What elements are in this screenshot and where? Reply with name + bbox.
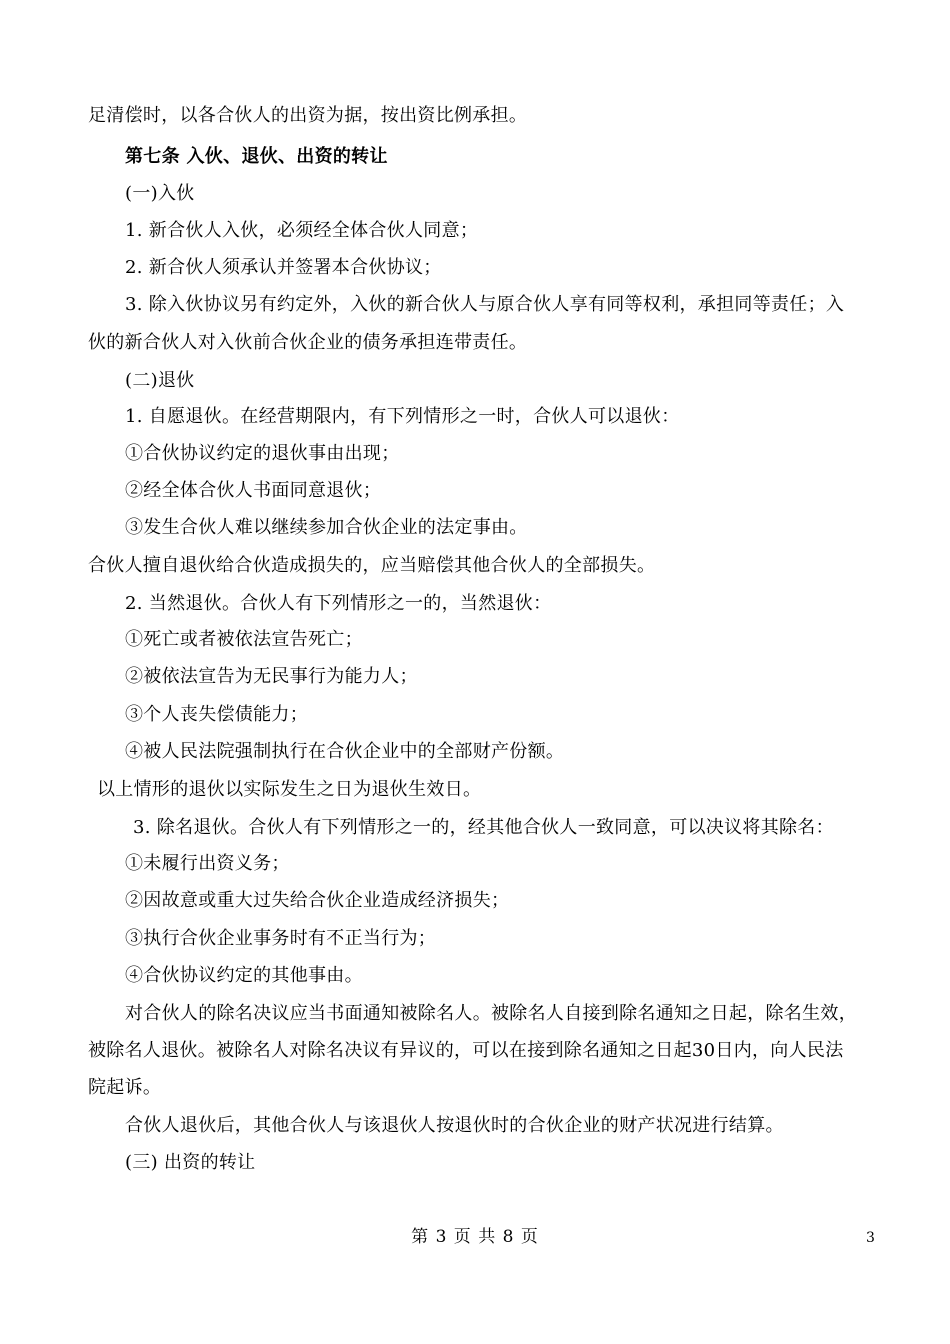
- text-line: 合伙人退伙后，其他合伙人与该退伙人按退伙时的合伙企业的财产状况进行结算。: [125, 1115, 784, 1136]
- text-line: 2. 当然退伙。合伙人有下列情形之一的，当然退伙：: [125, 593, 552, 614]
- text-line: 2. 新合伙人须承认并签署本合伙协议；: [125, 257, 442, 278]
- text-line: 合伙人擅自退伙给合伙造成损失的，应当赔偿其他合伙人的全部损失。: [88, 555, 656, 576]
- text-line: ④被人民法院强制执行在合伙企业中的全部财产份额。: [125, 741, 565, 762]
- page-number: 3: [866, 1230, 875, 1246]
- text-line: ③执行合伙企业事务时有不正当行为；: [125, 928, 437, 949]
- text-line: ②因故意或重大过失给合伙企业造成经济损失；: [125, 890, 510, 911]
- subsection-heading: (三) 出资的转让: [125, 1152, 256, 1173]
- section-heading: 第七条 入伙、退伙、出资的转让: [125, 146, 388, 167]
- text-line: ③发生合伙人难以继续参加合伙企业的法定事由。: [125, 517, 528, 538]
- text-line: 3. 除入伙协议另有约定外，入伙的新合伙人与原合伙人享有同等权利，承担同等责任；入: [125, 294, 845, 315]
- text-line: 以上情形的退伙以实际发生之日为退伙生效日。: [97, 779, 482, 800]
- text-line: ③个人丧失偿债能力；: [125, 704, 308, 725]
- text-line: 对合伙人的除名决议应当书面通知被除名人。被除名人自接到除名通知之日起，除名生效，: [125, 1003, 857, 1024]
- text-line: ①死亡或者被依法宣告死亡；: [125, 629, 363, 650]
- text-line: ①未履行出资义务；: [125, 853, 290, 874]
- text-line: 被除名人退伙。被除名人对除名决议有异议的，可以在接到除名通知之日起30日内，向人民法: [88, 1040, 844, 1061]
- text-line: 院起诉。: [88, 1077, 162, 1098]
- subsection-heading: (二)退伙: [125, 370, 195, 391]
- text-line: ②经全体合伙人书面同意退伙；: [125, 480, 382, 501]
- text-line: ①合伙协议约定的退伙事由出现；: [125, 443, 400, 464]
- text-line: 3. 除名退伙。合伙人有下列情形之一的，经其他合伙人一致同意，可以决议将其除名：: [133, 817, 834, 838]
- text-line: 1. 新合伙人入伙，必须经全体合伙人同意；: [125, 220, 479, 241]
- text-line: 足清偿时，以各合伙人的出资为据，按出资比例承担。: [88, 105, 528, 126]
- text-line: 伙的新合伙人对入伙前合伙企业的债务承担连带责任。: [88, 332, 528, 353]
- page-footer: 第 3 页 共 8 页: [411, 1227, 539, 1247]
- text-line: ④合伙协议约定的其他事由。: [125, 965, 363, 986]
- text-line: ②被依法宣告为无民事行为能力人；: [125, 666, 418, 687]
- text-line: 1. 自愿退伙。在经营期限内，有下列情形之一时，合伙人可以退伙：: [125, 406, 680, 427]
- subsection-heading: (一)入伙: [125, 183, 195, 204]
